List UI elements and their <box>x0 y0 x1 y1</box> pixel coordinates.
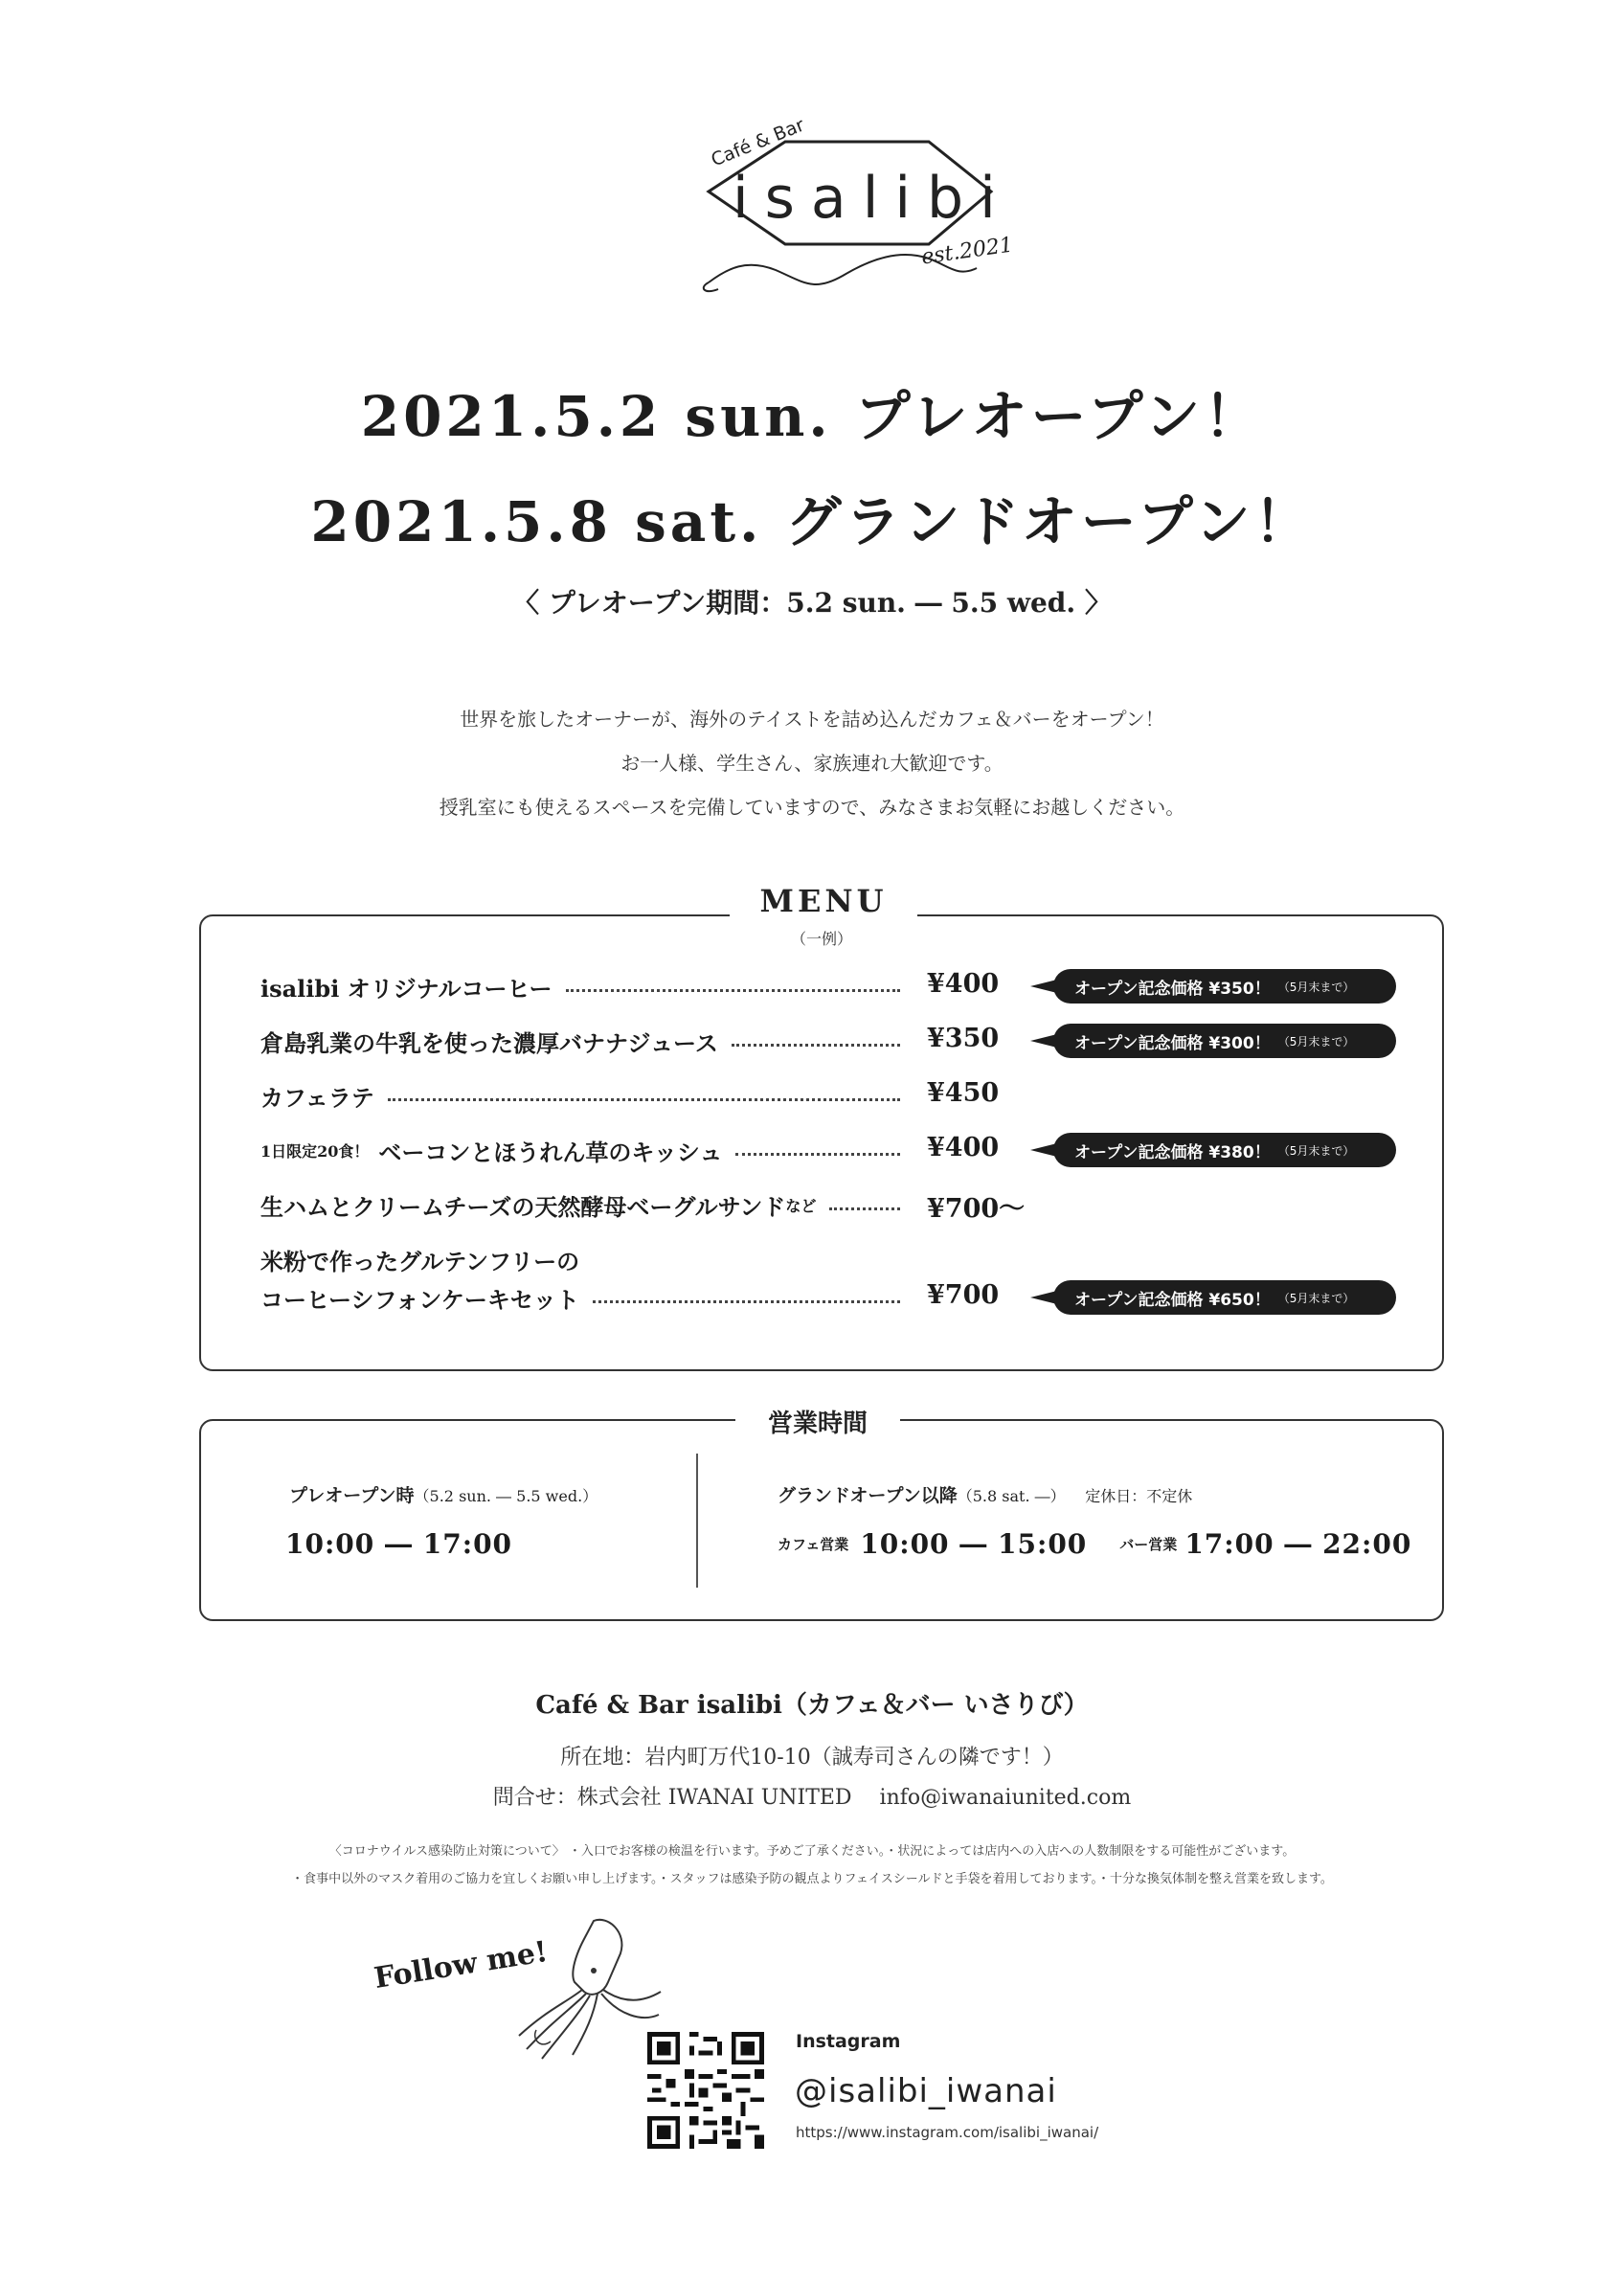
shop-address: 所在地：岩内町万代10-10（誠寿司さんの隣です！） <box>560 1746 1064 1770</box>
instagram-label: Instagram <box>796 2031 901 2052</box>
grand-open-range: （5.8 sat. ―） <box>957 1487 1066 1505</box>
grand-open-times <box>778 1528 1411 1560</box>
covid-notice-line: ・食事中以外のマスク着用のご協力を宜しくお願い申し上げます。・スタッフは感染予防の観点よりフェイスシールドと手袋を着用しております。・十分な換気体制を整え営業を致します。 <box>291 1872 1333 1886</box>
intro-line: 授乳室にも使えるスペースを完備していますので、みなさまお気軽にお越しください。 <box>439 796 1185 819</box>
grand-open-headline: 2021.5.8 sat. グランドオープン！ <box>310 489 1314 554</box>
menu-item <box>260 1078 914 1113</box>
grand-open-hours-label <box>778 1481 1192 1507</box>
follow-me-text: Follow me! <box>372 1934 551 1996</box>
menu-item-price: ¥350 <box>927 1024 1000 1053</box>
logo-cafe-bar: Café & Bar <box>708 114 808 171</box>
menu-item-price: ¥400 <box>927 1133 1000 1162</box>
promo-badge-text: オープン記念価格 ¥350！ <box>1074 979 1271 999</box>
bar-hours-time: 17:00 ― 22:00 <box>1184 1528 1412 1560</box>
dot-leader <box>829 1207 900 1210</box>
menu-item <box>260 969 914 1004</box>
bar-hours-tag: バー営業 <box>1119 1536 1178 1553</box>
menu-item-name: ベーコンとほうれん草のキッシュ <box>378 1138 723 1166</box>
promo-badge-note: （5月末まで） <box>1277 1143 1355 1158</box>
menu-item-price: ¥700～ <box>927 1194 1026 1224</box>
cafe-hours-tag: カフェ営業 <box>778 1536 849 1553</box>
intro-line: 世界を旅したオーナーが、海外のテイストを詰め込んだカフェ＆バーをオープン！ <box>460 708 1164 731</box>
menu-item <box>260 1187 914 1222</box>
hours-title: 営業時間 <box>735 1404 900 1439</box>
menu-item-price: ¥400 <box>927 969 1000 999</box>
promo-badge-note: （5月末まで） <box>1277 1034 1355 1049</box>
qr-code-icon[interactable] <box>647 2032 764 2149</box>
grand-open-label: グランドオープン以降 <box>778 1485 958 1506</box>
badge-tail <box>1030 1034 1057 1048</box>
badge-tail <box>1030 1291 1057 1304</box>
menu-item-limited: 1日限定20食！ <box>260 1141 370 1161</box>
promo-badge <box>1053 1133 1396 1167</box>
promo-badge <box>1053 1024 1396 1058</box>
promo-badge-text: オープン記念価格 ¥300！ <box>1074 1033 1271 1053</box>
menu-item-name: 倉島乳業の牛乳を使った濃厚バナナジュース <box>260 1028 718 1057</box>
badge-tail <box>1030 980 1057 993</box>
squid-icon <box>498 1915 670 2068</box>
menu-item-price: ¥450 <box>927 1078 1000 1108</box>
promo-badge-note: （5月末まで） <box>1277 980 1355 994</box>
instagram-url[interactable]: https://www.instagram.com/isalibi_iwanai/ <box>796 2124 1099 2141</box>
menu-item <box>260 1024 914 1058</box>
promo-badge <box>1053 969 1396 1004</box>
shop-contact: 問合せ：株式会社 IWANAI UNITED info@iwanaiunited.com <box>492 1786 1132 1810</box>
promo-badge-text: オープン記念価格 ¥650！ <box>1074 1290 1271 1310</box>
intro-text <box>0 697 1624 829</box>
dot-leader <box>732 1044 900 1047</box>
covid-notice-line: 〈コロナウイルス感染防止対策について〉 ・入口でお客様の検温を行います。予めご了承ください。・状況によっては店内への入店への人数制限をする可能性がございます。 <box>328 1844 1296 1859</box>
logo <box>670 114 1053 306</box>
regular-holiday: 定休日：不定休 <box>1085 1487 1193 1505</box>
instagram-handle[interactable]: @isalibi_iwanai <box>795 2072 1057 2110</box>
menu-item-line1 <box>260 1242 914 1276</box>
dot-leader <box>593 1300 900 1303</box>
logo-name: isalibi <box>733 165 1012 232</box>
menu-item-name: コーヒーシフォンケーキセット <box>260 1285 579 1314</box>
pre-open-range: （5.2 sun. ― 5.5 wed.） <box>414 1487 598 1505</box>
menu-item-price: ¥700 <box>927 1280 1000 1310</box>
cafe-hours-time: 10:00 ― 15:00 <box>860 1528 1088 1560</box>
promo-badge <box>1053 1280 1396 1315</box>
menu-item-name: カフェラテ <box>260 1083 374 1112</box>
pre-open-label: プレオープン時 <box>289 1485 415 1506</box>
pre-open-period: 〈 プレオープン期間：5.2 sun. ― 5.5 wed. 〉 <box>512 587 1112 619</box>
pre-open-time: 10:00 ― 17:00 <box>285 1528 513 1560</box>
intro-line: お一人様、学生さん、家族連れ大歓迎です。 <box>620 752 1004 775</box>
menu-item <box>260 1133 914 1167</box>
hours-divider <box>696 1454 698 1588</box>
dot-leader <box>388 1098 900 1101</box>
hours-box <box>199 1419 1444 1621</box>
menu-title: MENU <box>730 883 917 919</box>
pre-open-headline: 2021.5.2 sun. プレオープン！ <box>360 384 1264 449</box>
menu-item-suffix: など <box>785 1196 817 1215</box>
dot-leader <box>735 1153 900 1156</box>
logo-established: est.2021 <box>919 233 1015 270</box>
menu-subtitle: （一例） <box>790 930 852 948</box>
pre-open-hours-label <box>289 1481 598 1507</box>
badge-tail <box>1030 1143 1057 1157</box>
menu-item-name: 米粉で作ったグルテンフリーの <box>260 1247 580 1275</box>
dot-leader <box>566 989 900 992</box>
promo-badge-text: オープン記念価格 ¥380！ <box>1074 1142 1271 1162</box>
shop-name: Café & Bar isalibi（カフェ＆バー いさりび） <box>535 1691 1089 1720</box>
menu-item <box>260 1280 914 1315</box>
menu-item-name: isalibi オリジナルコーヒー <box>260 974 553 1003</box>
promo-badge-note: （5月末まで） <box>1277 1291 1355 1305</box>
menu-item-name: 生ハムとクリームチーズの天然酵母ベーグルサンド <box>260 1192 786 1221</box>
